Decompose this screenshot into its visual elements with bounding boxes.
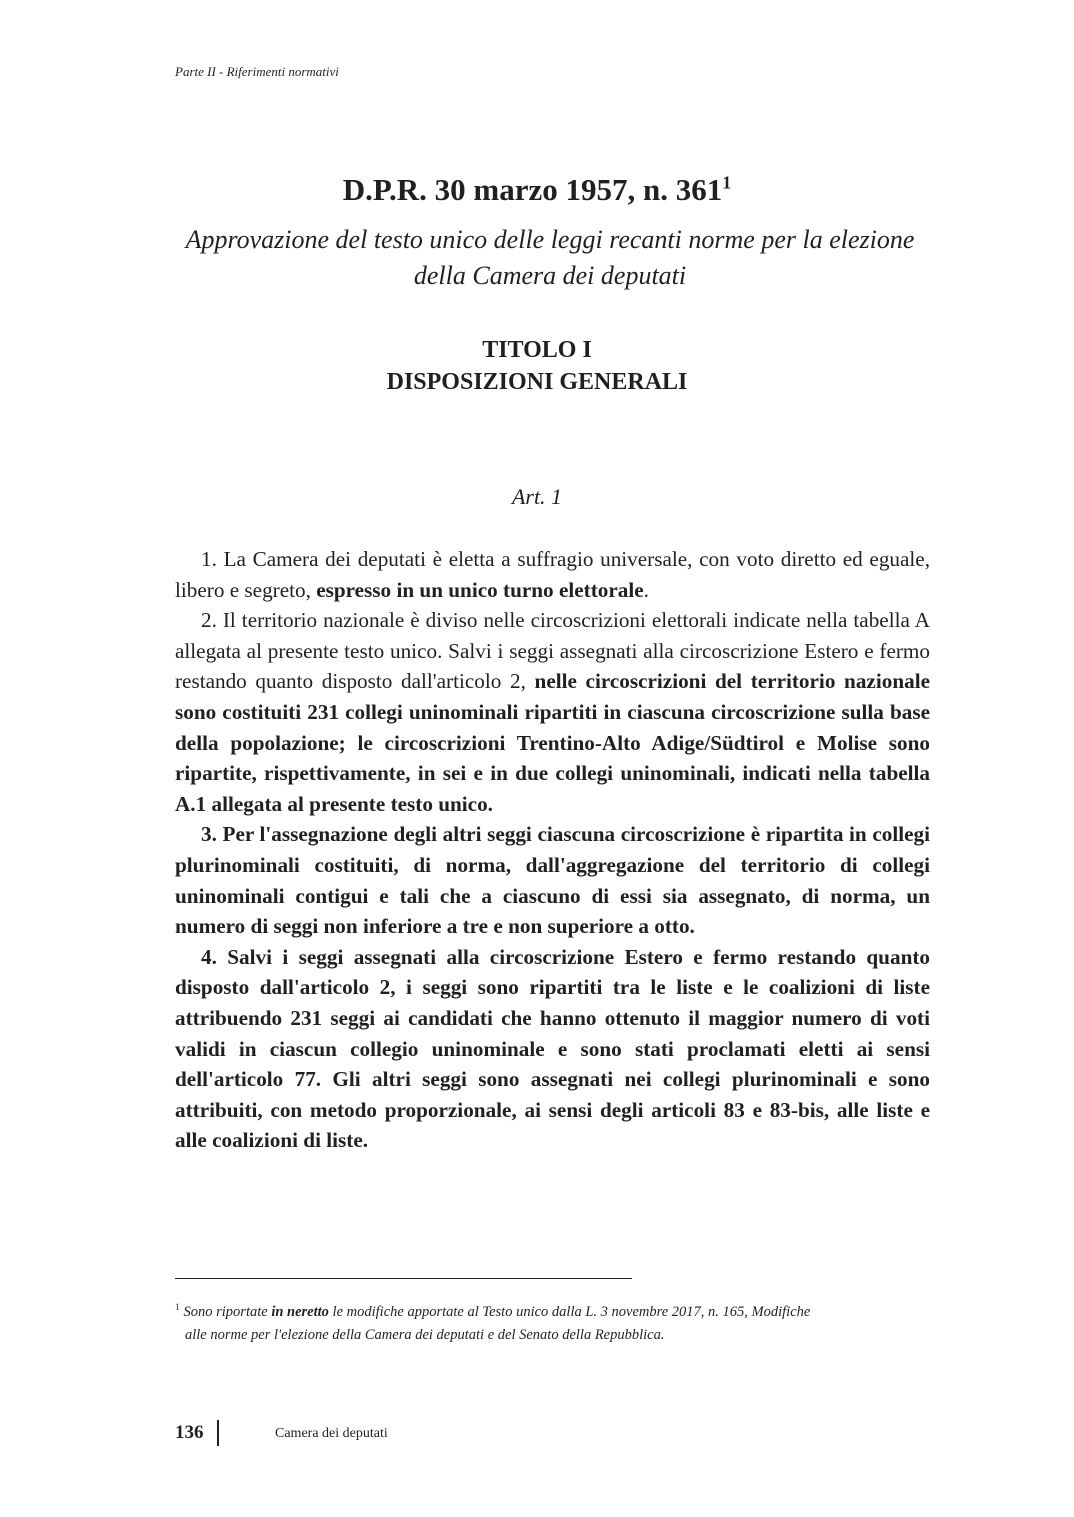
footer-divider (217, 1420, 219, 1446)
titolo-number: TITOLO I (482, 337, 592, 363)
paragraph (175, 819, 930, 941)
paragraph (175, 605, 930, 819)
bold-text: nelle circoscrizioni del territorio nazionale sono costituiti 231 collegi uninominali ripartiti in ciascuna circoscrizione sulla base della popolazione; le circoscrizioni Trentino-Alto Adige/Südtirol e Molise sono ripartite, rispettivamente, in sei e in due collegi uninominali, indicati nella tabella A.1 allegata al presente testo unico. (175, 669, 930, 816)
paragraph (175, 544, 930, 605)
text: 2. Il territorio nazionale è diviso nelle circoscrizioni elettorali indicate nella tabella A allegata al presente testo unico. Salvi i seggi assegnati alla circoscrizione Estero e fermo restando quanto disposto dall'articolo 2, (175, 608, 930, 694)
page-number: 136 (175, 1422, 204, 1443)
document-title (0, 172, 1074, 208)
footnote-text-3: alle norme per l'elezione della Camera dei deputati e del Senato della Repubblica. (185, 1326, 665, 1343)
footnote-bold: in neretto (271, 1303, 329, 1320)
bold-text: espresso in un unico turno elettorale (316, 577, 644, 602)
footnote-text-1: Sono riportate (183, 1303, 272, 1320)
bold-text: 4. Salvi i seggi assegnati alla circoscrizione Estero e fermo restando quanto disposto dall'articolo 2, i seggi sono ripartiti tra le liste e le coalizioni di liste attribuendo 231 seggi ai candidati che hanno ottenuto il maggior numero di voti validi in ciascun collegio uninominale e sono stati proclamati eletti ai sensi dell'articolo 77. Gli altri seggi sono assegnati nei collegi plurinominali e sono attribuiti, con metodo proporzionale, ai sensi degli articoli 83 e 83-bis, alle liste e alle coalizioni di liste. (175, 944, 930, 1153)
title-text: D.P.R. 30 marzo 1957, n. 361 (342, 172, 723, 207)
text: . (643, 577, 649, 602)
paragraph (175, 942, 930, 1156)
running-head: Parte II - Riferimenti normativi (175, 64, 339, 79)
footnote-text-2: le modifiche apportate al Testo unico dalla L. 3 novembre 2017, n. 165, Modifiche (328, 1303, 811, 1320)
article-body (175, 544, 930, 1156)
footnote (175, 1296, 930, 1347)
footer-publication: Camera dei deputati (275, 1426, 388, 1441)
bold-text: 3. Per l'assegnazione degli altri seggi ciascuna circoscrizione è ripartita in collegi plurinominali costituiti, di norma, dall'aggregazione del territorio di collegi uninominali contigui e tali che a ciascuno di essi sia assegnato, di norma, un numero di seggi non inferiore a tre e non superiore a otto. (175, 822, 930, 939)
article-heading: Art. 1 (511, 484, 563, 509)
text: 1. La Camera dei deputati è eletta a suffragio universale, con voto diretto ed eguale, libero e segreto, (175, 547, 930, 602)
section-heading (0, 334, 1074, 398)
footnote-divider (175, 1278, 632, 1279)
footnote-ref: 1 (722, 172, 732, 193)
document-subtitle: Approvazione del testo unico delle leggi recanti norme per la elezione della Camera dei deputati (185, 225, 915, 290)
footnote-mark: 1 (175, 1302, 180, 1312)
titolo-name: DISPOSIZIONI GENERALI (386, 369, 688, 395)
